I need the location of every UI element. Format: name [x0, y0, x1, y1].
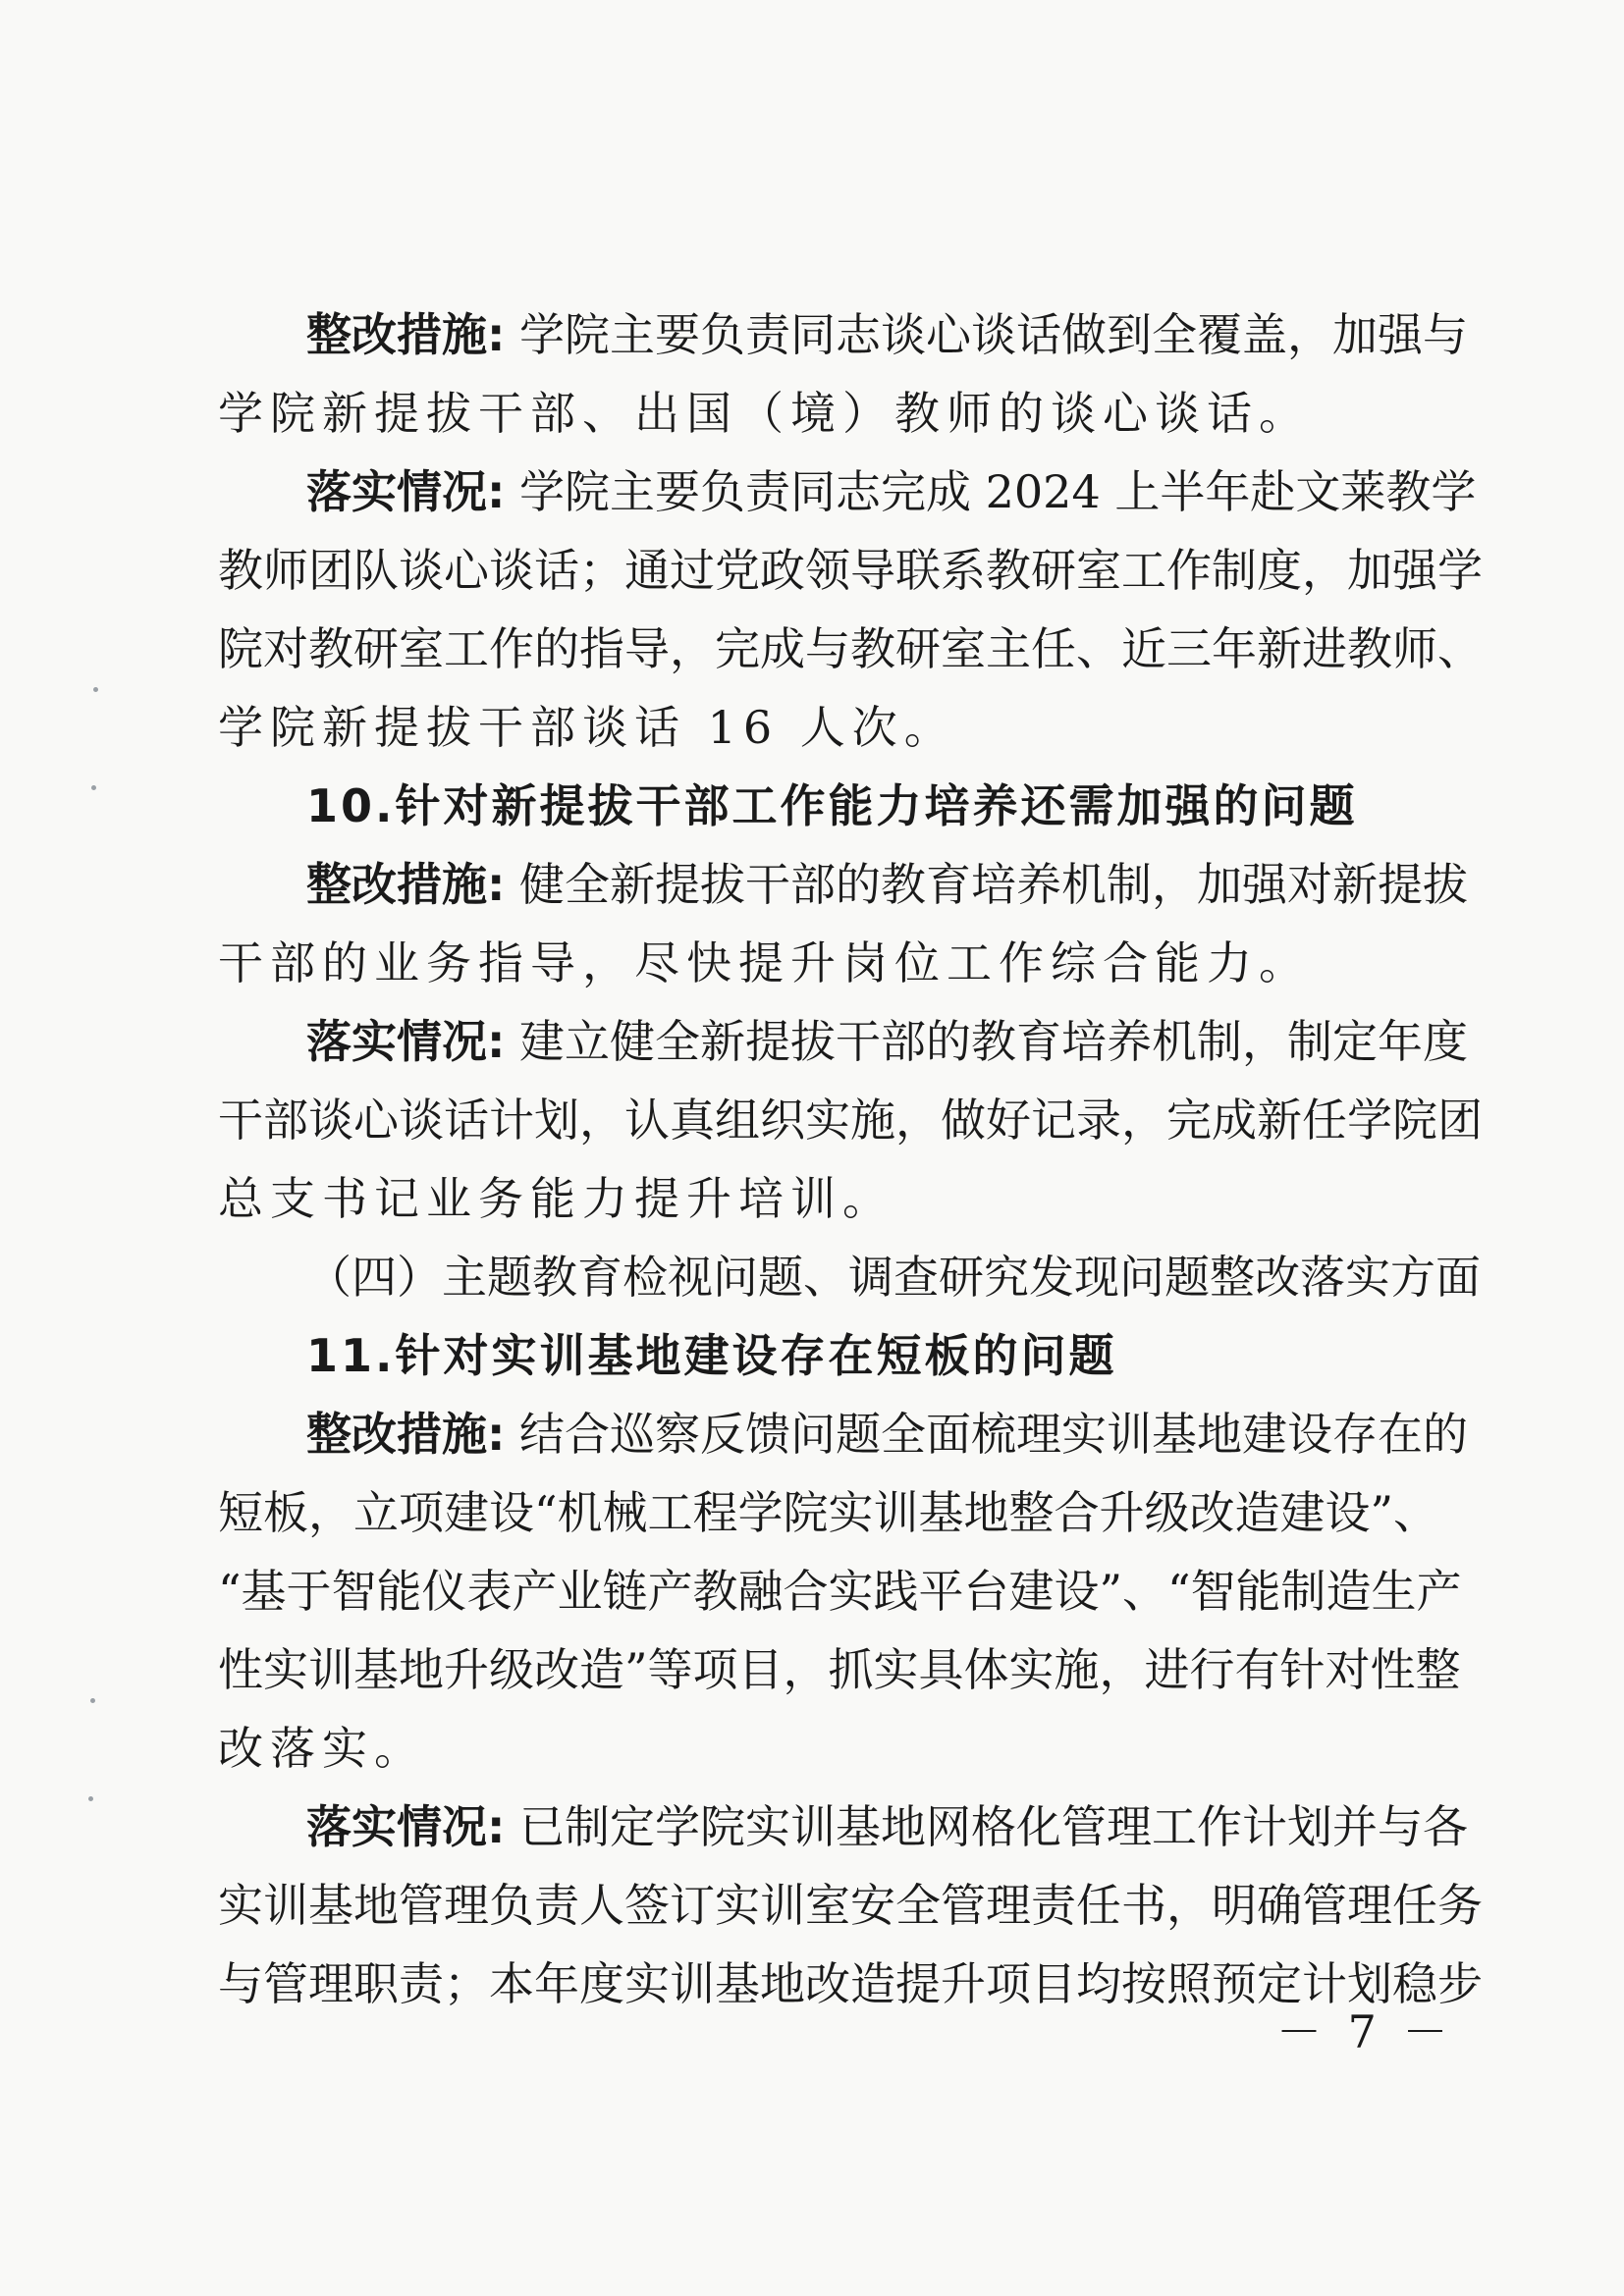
body-text: 学院主要负责同志谈心谈话做到全覆盖，加强与: [505, 308, 1469, 361]
body-text: 健全新提拔干部的教育培养机制，加强对新提拔: [505, 858, 1469, 911]
paragraph-line: “基于智能仪表产业链产教融合实践平台建设”、“智能制造生产: [218, 1565, 1462, 1618]
scan-speck: [93, 687, 98, 692]
page-number: － 7 －: [1276, 2005, 1454, 2058]
paragraph-line: 院对教研室工作的指导，完成与教研室主任、近三年新进教师、: [218, 622, 1483, 675]
paragraph-line: 学院新提拔干部谈话 16 人次。: [218, 701, 956, 754]
paragraph-line: 总支书记业务能力提升培训。: [218, 1172, 894, 1225]
implementation-label: 落实情况:: [306, 1800, 506, 1853]
paragraph-line: 干部的业务指导，尽快提升岗位工作综合能力。: [218, 936, 1311, 989]
paragraph-line: 教师团队谈心谈话；通过党政领导联系教研室工作制度，加强学: [218, 544, 1483, 597]
measures-label: 整改措施:: [306, 1408, 506, 1461]
measures-paragraph-line: [306, 855, 1469, 914]
paragraph-line: 与管理职责；本年度实训基地改造提升项目均按照预定计划稳步: [218, 1957, 1483, 2010]
implementation-paragraph-line: [306, 1797, 1469, 1856]
paragraph-line: 改落实。: [218, 1722, 426, 1775]
body-text: 结合巡察反馈问题全面梳理实训基地建设存在的: [505, 1408, 1469, 1461]
section-heading-11: 11.针对实训基地建设存在短板的问题: [306, 1329, 1117, 1382]
measures-label: 整改措施:: [306, 308, 506, 361]
paragraph-line: 实训基地管理负责人签订实训室安全管理责任书，明确管理任务: [218, 1879, 1483, 1932]
implementation-label: 落实情况:: [306, 465, 506, 518]
subsection-heading-4: （四）主题教育检视问题、调查研究发现问题整改落实方面: [306, 1251, 1481, 1304]
measures-label: 整改措施:: [306, 858, 506, 911]
scan-speck: [91, 785, 96, 790]
implementation-label: 落实情况:: [306, 1015, 506, 1068]
paragraph-line: 干部谈心谈话计划，认真组织实施，做好记录，完成新任学院团: [218, 1094, 1483, 1147]
body-text: 学院主要负责同志完成 2024 上半年赴文莱教学: [505, 465, 1477, 518]
paragraph-line: 学院新提拔干部、出国（境）教师的谈心谈话。: [218, 387, 1311, 440]
implementation-paragraph-line: [306, 1012, 1469, 1071]
measures-paragraph-line: [306, 305, 1469, 364]
scan-speck: [88, 1796, 93, 1801]
paragraph-line: 短板，立项建设“机械工程学院实训基地整合升级改造建设”、: [218, 1486, 1439, 1539]
section-heading-10: 10.针对新提拔干部工作能力培养还需加强的问题: [306, 779, 1358, 832]
implementation-paragraph-line: [306, 462, 1477, 521]
body-text: 建立健全新提拔干部的教育培养机制，制定年度: [505, 1015, 1469, 1068]
scan-speck: [90, 1698, 95, 1703]
paragraph-line: 性实训基地升级改造”等项目，抓实具体实施，进行有针对性整: [218, 1643, 1461, 1696]
body-text: 已制定学院实训基地网格化管理工作计划并与各: [505, 1800, 1469, 1853]
measures-paragraph-line: [306, 1405, 1469, 1464]
